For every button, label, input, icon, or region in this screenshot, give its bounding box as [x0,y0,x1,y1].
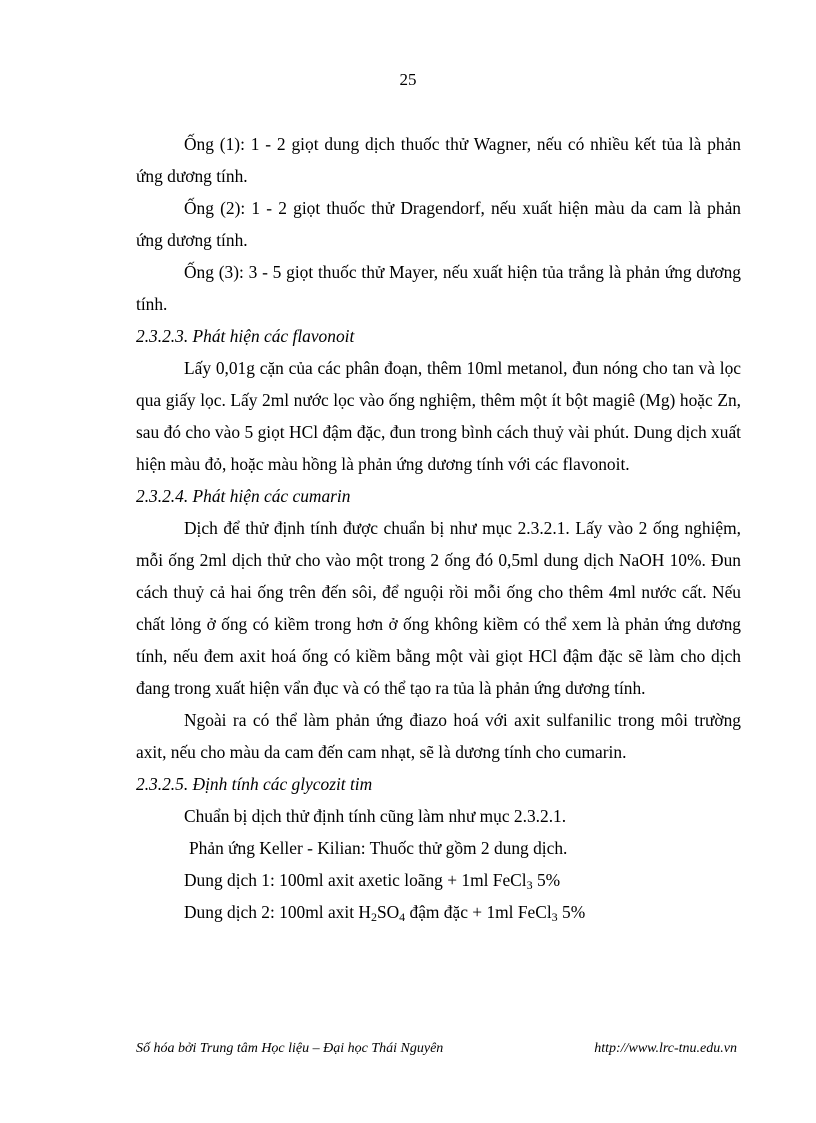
solution-2-tail: 5% [557,902,586,922]
footer-source: Số hóa bởi Trung tâm Học liệu – Đại học Thái Nguyên [136,1041,444,1056]
heading-cumarin: 2.3.2.4. Phát hiện các cumarin [136,486,351,506]
line-preparation: Chuẩn bị dịch thử định tính cũng làm như mục 2.3.2.1. [184,806,567,826]
page-body [136,128,741,928]
solution-2-mid: SO [376,902,400,922]
solution-2-sub-cl: 3 [551,910,558,924]
solution-1-text: Dung dịch 1: 100ml axit axetic loãng + 1ml FeCl [184,870,527,890]
paragraph-tube-2: Ống (2): 1 - 2 giọt thuốc thử Dragendorf, nếu xuất hiện màu da cam là phản ứng dương tính. [136,198,741,250]
line-keller-kilian: Phản ứng Keller - Kilian: Thuốc thử gồm 2 dung dịch. [189,838,568,858]
solution-2-sub-h: 2 [370,910,377,924]
solution-1-subscript: 3 [526,878,533,892]
solution-1-tail: 5% [532,870,561,890]
line-solution-1 [136,864,741,896]
line-solution-2 [136,896,741,928]
paragraph-tube-3: Ống (3): 3 - 5 giọt thuốc thử Mayer, nếu xuất hiện tủa trắng là phản ứng dương tính. [136,262,741,314]
solution-2-post: đậm đặc + 1ml FeCl [405,902,552,922]
heading-flavonoit: 2.3.2.3. Phát hiện các flavonoit [136,326,355,346]
solution-2-sub-o: 4 [399,910,406,924]
paragraph-flavonoit: Lấy 0,01g cặn của các phân đoạn, thêm 10ml metanol, đun nóng cho tan và lọc qua giấy lọc. Lấy 2ml nước lọc vào ống nghiệm, thêm một ít bột magiê (Mg) hoặc Zn, sau đó cho vào 5 giọt HCl đậm đặc, đun trong bình cách thuỷ vài phút. Dung dịch xuất hiện màu đỏ, hoặc màu hồng là phản ứng dương tính với các flavonoit. [136,358,741,474]
paragraph-cumarin-diazo: Ngoài ra có thể làm phản ứng điazo hoá với axit sulfanilic trong môi trường axit, nếu cho màu da cam đến cam nhạt, sẽ là dương tính cho cumarin. [136,710,741,762]
footer-url: http://www.lrc-tnu.edu.vn [594,1041,737,1056]
page-number: 25 [399,70,417,89]
paragraph-tube-1: Ống (1): 1 - 2 giọt dung dịch thuốc thử Wagner, nếu có nhiều kết tủa là phản ứng dương tính. [136,134,741,186]
solution-2-pre: Dung dịch 2: 100ml axit H [184,902,371,922]
paragraph-cumarin-method: Dịch để thử định tính được chuẩn bị như mục 2.3.2.1. Lấy vào 2 ống nghiệm, mỗi ống 2ml dịch thử cho vào một trong 2 ống đó 0,5ml dung dịch NaOH 10%. Đun cách thuỷ cả hai ống trên đến sôi, để nguội rồi mỗi ống cho thêm 4ml nước cất. Nếu chất lỏng ở ống có kiềm trong hơn ở ống không kiềm có thể xem là phản ứng dương tính, nếu đem axit hoá ống có kiềm bằng một vài giọt HCl đậm đặc sẽ làm cho dịch đang trong xuất hiện vẩn đục và có thể tạo ra tủa là phản ứng dương tính. [136,518,741,698]
heading-glycozit: 2.3.2.5. Định tính các glycozit tim [136,774,373,794]
